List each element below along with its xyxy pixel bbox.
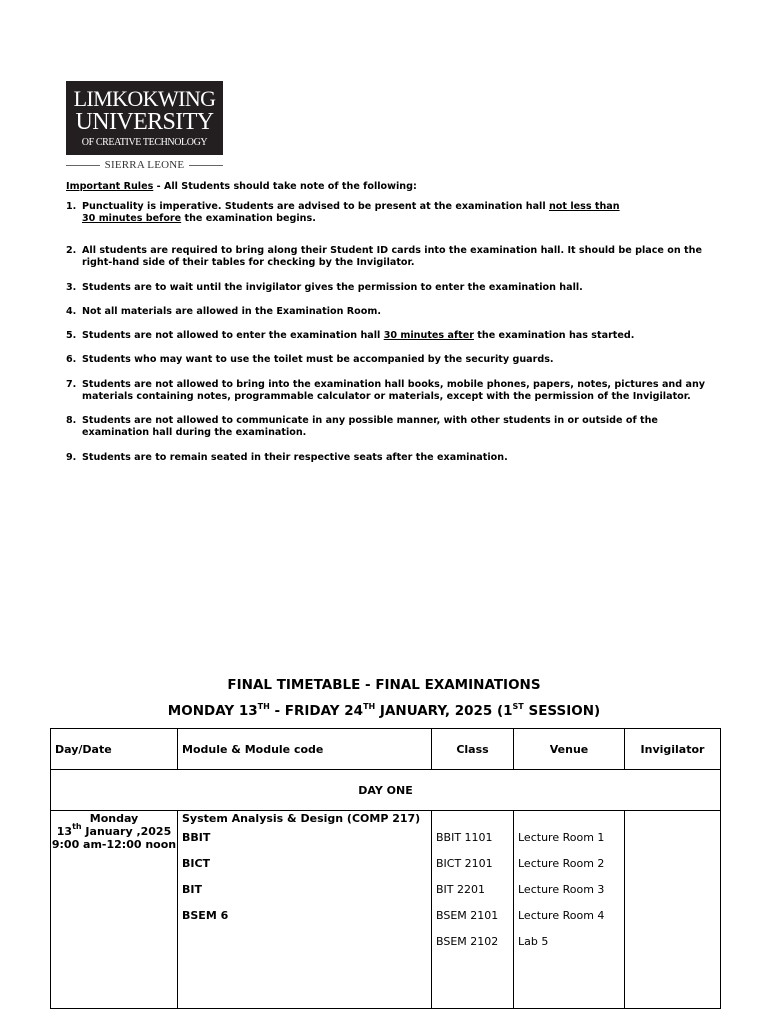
rules-heading-text: - All Students should take note of the following:: [153, 181, 417, 192]
rule-number: 2.: [66, 245, 77, 256]
timetable-table: [50, 728, 721, 1009]
date-weekday: Monday: [89, 812, 139, 825]
subtitle-part-c: JANUARY, 2025 (1: [375, 703, 513, 719]
rule-text-part: All students are required to bring along their Student ID cards into the examination hall. It should be place on the right-hand side of their tables for checking by the Invigilator.: [82, 245, 702, 268]
date-day: [51, 822, 177, 838]
table-row: [51, 811, 721, 1009]
rule-text-part: Students are not allowed to bring into the examination hall books, mobile phones, papers, notes, pictures and any materials containing notes, programmable calculator or materials, except with the permission of the Invigilator.: [82, 379, 706, 402]
rule-emphasis: not less than: [548, 201, 620, 212]
programme-item: BICT: [182, 857, 211, 870]
subtitle-part-d: SESSION): [523, 703, 601, 719]
rule-number: 7.: [66, 379, 77, 390]
header-class: Class: [432, 729, 514, 770]
header-venue: Venue: [514, 729, 625, 770]
logo-line-3: OF CREATIVE TECHNOLOGY: [81, 137, 208, 148]
programme-item: BBIT: [182, 831, 211, 844]
date-month-year: January ,2025: [81, 825, 172, 838]
venue-item: Lecture Room 4: [518, 909, 605, 922]
rule-number: 1.: [66, 201, 77, 212]
rule-text: [82, 415, 712, 439]
rule-text-part: Punctuality is imperative. Students are advised to be present at the examination hall: [82, 201, 549, 212]
rule-text-part: Students who may want to use the toilet must be accompanied by the security guards.: [82, 354, 554, 365]
venue-cell: [514, 811, 625, 1009]
header-day-date: Day/Date: [51, 729, 178, 770]
logo-line-2: UNIVERSITY: [75, 109, 214, 135]
rule-text-part: the examination begins.: [181, 213, 316, 224]
subtitle-sup-3: ST: [512, 701, 524, 711]
day-row: [51, 770, 721, 811]
rule-number: 5.: [66, 330, 77, 341]
module-cell: [178, 811, 432, 1009]
logo-rule-right: [189, 165, 223, 166]
rule-number: 9.: [66, 452, 77, 463]
subtitle-part-a: MONDAY 13: [167, 703, 258, 719]
rule-number: 4.: [66, 306, 77, 317]
rule-text-part: Students are to wait until the invigilator gives the permission to enter the examination hall.: [82, 282, 583, 293]
rule-text-part: Students are to remain seated in their respective seats after the examination.: [82, 452, 508, 463]
class-cell: [432, 811, 514, 1009]
rule-text-part: Students are not allowed to enter the examination hall: [82, 330, 384, 341]
logo-subtitle: [66, 158, 223, 172]
table-header-row: [51, 729, 721, 770]
module-name: System Analysis & Design (COMP 217): [182, 812, 421, 825]
subtitle-sup-2: TH: [363, 701, 376, 711]
logo-subtitle-text: SIERRA LEONE: [104, 159, 185, 171]
invigilator-cell: [625, 811, 721, 1009]
rule-number: 8.: [66, 415, 77, 426]
rule-number: 6.: [66, 354, 77, 365]
class-item: BIT 2201: [436, 883, 486, 896]
timetable-subtitle: [0, 702, 768, 720]
header-module: Module & Module code: [178, 729, 432, 770]
venue-item: Lecture Room 3: [518, 883, 605, 896]
day-label: DAY ONE: [51, 770, 721, 811]
date-day-sup: th: [72, 822, 82, 832]
rules-heading: [66, 180, 417, 193]
subtitle-part-b: - FRIDAY 24: [269, 703, 364, 719]
class-item: BBIT 1101: [436, 831, 493, 844]
rule-text: [82, 245, 712, 269]
rule-text: [82, 452, 712, 464]
header-invigilator: Invigilator: [625, 729, 721, 770]
programme-item: BIT: [182, 883, 202, 896]
rules-heading-label: Important Rules: [66, 181, 154, 192]
date-day-number: 13: [56, 825, 73, 838]
rule-emphasis: 30 minutes before: [82, 213, 182, 224]
rule-text: [82, 379, 712, 403]
programme-item: BSEM 6: [182, 909, 229, 922]
logo-line-1: LIMKOKWING: [73, 86, 216, 111]
venue-item: Lecture Room 1: [518, 831, 605, 844]
rule-text: [82, 330, 712, 342]
class-item: BICT 2101: [436, 857, 493, 870]
rule-text: [82, 201, 712, 225]
subtitle-sup-1: TH: [257, 701, 270, 711]
class-item: BSEM 2102: [436, 935, 499, 948]
rule-text-part: the examination has started.: [473, 330, 635, 341]
venue-item: Lab 5: [518, 935, 549, 948]
rule-text-part: Not all materials are allowed in the Examination Room.: [82, 306, 381, 317]
date-cell: [51, 811, 178, 1009]
venue-item: Lecture Room 2: [518, 857, 605, 870]
date-time: 9:00 am-12:00 noon: [51, 838, 177, 851]
rule-text-part: Students are not allowed to communicate in any possible manner, with other students in or outside of the examination hall during the examination.: [82, 415, 658, 438]
rule-text: [82, 306, 712, 318]
timetable-title: FINAL TIMETABLE - FINAL EXAMINATIONS: [227, 677, 541, 693]
rule-number: 3.: [66, 282, 77, 293]
rule-text: [82, 354, 712, 366]
university-logo: [66, 81, 223, 155]
rule-emphasis: 30 minutes after: [383, 330, 474, 341]
rule-text: [82, 282, 712, 294]
class-item: BSEM 2101: [436, 909, 499, 922]
